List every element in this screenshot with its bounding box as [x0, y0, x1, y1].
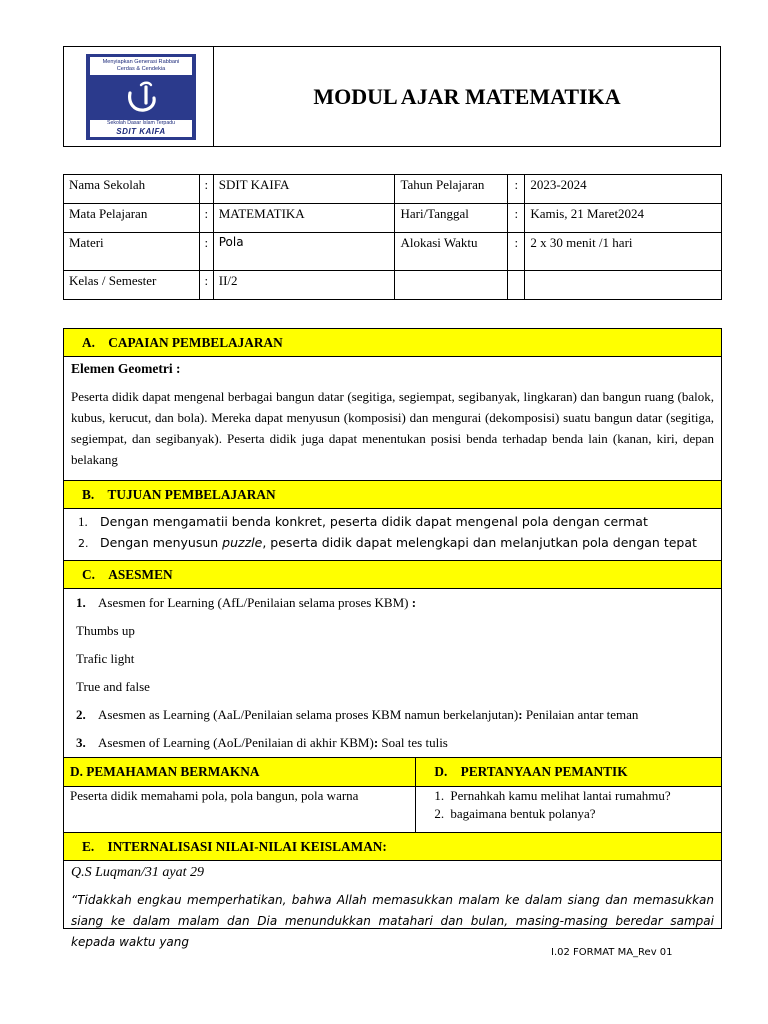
meaningful-understanding-header: D. PEMAHAMAN BERMAKNA	[64, 758, 416, 787]
info-value: SDIT KAIFA	[213, 175, 395, 204]
trigger-question	[434, 787, 715, 805]
quran-quote: “Tidakkah engkau memperhatikan, bahwa Allah memasukkan malam ke dalam siang dan memasukkan siang ke dalam malam dan Dia menundukkan matahari dan bulan, masing-masing beredar sampai kepada waktu yang	[71, 893, 714, 949]
module-content-table	[63, 328, 722, 949]
assessment-item-1	[76, 589, 714, 617]
question-number: 1.	[434, 788, 445, 803]
assessment-sub-item: Thumbs up	[76, 623, 135, 638]
info-value: Kamis, 21 Maret2024	[525, 204, 722, 233]
info-row	[64, 175, 722, 204]
assessment-sub-item: True and false	[76, 679, 150, 694]
info-empty	[395, 271, 508, 300]
question-number: 2.	[434, 806, 445, 821]
info-label: Nama Sekolah	[64, 175, 200, 204]
info-value: II/2	[213, 271, 395, 300]
objective-text: Dengan mengamatii benda konkret, peserta didik dapat mengenal pola dengan cermat	[100, 514, 648, 529]
assessment-item-3	[76, 729, 714, 757]
trigger-question	[434, 805, 715, 823]
info-colon: :	[199, 233, 213, 271]
section-c-header	[64, 561, 722, 589]
section-b-title: TUJUAN PEMBELAJARAN	[107, 486, 276, 502]
info-colon: :	[508, 204, 525, 233]
section-c-title: ASESMEN	[108, 566, 173, 582]
objective-number: 2.	[78, 537, 89, 550]
objective-item	[78, 532, 714, 554]
document-header	[63, 46, 721, 147]
info-empty	[525, 271, 722, 300]
info-colon: :	[508, 175, 525, 204]
logo-tagline-1: Menyiapkan Generasi Rabbani	[102, 59, 180, 65]
info-table	[63, 174, 722, 300]
assessment-number: 3.	[76, 735, 86, 750]
info-label: Mata Pelajaran	[64, 204, 200, 233]
section-c-body	[64, 589, 722, 758]
info-empty	[508, 271, 525, 300]
section-c-letter: C.	[82, 566, 95, 582]
objective-text-rest: , peserta didik dapat melengkapi dan melanjutkan pola dengan tepat	[262, 535, 697, 550]
info-label: Kelas / Semester	[64, 271, 200, 300]
logo-school-type: Sekolah Dasar Islam Terpadu	[107, 120, 175, 126]
logo-cell	[64, 47, 214, 146]
info-label: Tahun Pelajaran	[395, 175, 508, 204]
assessment-text: Asesmen as Learning (AaL/Penilaian selama proses KBM namun berkelanjutan)	[98, 707, 519, 722]
assessment-text: Asesmen for Learning (AfL/Penilaian selama proses KBM)	[98, 595, 409, 610]
section-a-title: CAPAIAN PEMBELAJARAN	[108, 334, 283, 350]
school-logo	[86, 54, 196, 140]
assessment-value: Soal tes tulis	[378, 735, 448, 750]
info-row	[64, 271, 722, 300]
info-value: MATEMATIKA	[213, 204, 395, 233]
meaningful-understanding-text: Peserta didik memahami pola, pola bangun, pola warna	[64, 787, 416, 833]
objective-emphasis: puzzle	[222, 535, 263, 550]
assessment-item-2	[76, 701, 714, 729]
trigger-questions-header: PERTANYAAN PEMANTIK	[460, 764, 628, 779]
section-e-letter: E.	[82, 838, 95, 854]
info-label: Hari/Tanggal	[395, 204, 508, 233]
question-text: Pernahkah kamu melihat lantai rumahmu?	[450, 788, 671, 803]
section-b-body	[64, 509, 722, 561]
format-code: I.02 FORMAT MA_Rev 01	[551, 947, 673, 958]
assessment-colon: :	[373, 735, 379, 750]
section-e-title: INTERNALISASI NILAI-NILAI KEISLAMAN:	[107, 838, 387, 854]
section-d-body	[64, 787, 722, 833]
info-colon: :	[199, 271, 213, 300]
info-row	[64, 233, 722, 271]
logo-tagline-2: Cerdas & Cendekia	[116, 66, 166, 72]
info-label: Materi	[64, 233, 200, 271]
section-b-header	[64, 481, 722, 509]
assessment-sub-item: Trafic light	[76, 651, 135, 666]
info-colon: :	[199, 204, 213, 233]
quran-reference: Q.S Luqman/31 ayat 29	[71, 865, 204, 880]
section-a-element: Elemen Geometri :	[71, 361, 181, 376]
logo-school-name: SDIT KAIFA	[116, 127, 166, 136]
objective-number: 1.	[78, 514, 88, 529]
section-b-letter: B.	[82, 486, 95, 502]
section-d-header	[64, 758, 722, 787]
info-colon: :	[508, 233, 525, 271]
section-e-header	[64, 833, 722, 861]
section-a-header	[64, 329, 722, 357]
info-label: Alokasi Waktu	[395, 233, 508, 271]
info-value: 2 x 30 menit /1 hari	[525, 233, 722, 271]
assessment-number: 2.	[76, 707, 86, 722]
info-value: 2023-2024	[525, 175, 722, 204]
assessment-colon: :	[408, 595, 417, 610]
logo-tagline	[90, 57, 192, 75]
objective-text: Dengan menyusun	[100, 535, 223, 550]
info-row	[64, 204, 722, 233]
section-a-paragraph: Peserta didik dapat mengenal berbagai bangun datar (segitiga, segiempat, segibanyak, lingkaran) dan bangun ruang (balok, kubus, kerucut, dan bola). Mereka dapat menyusun (komposisi) dan mengurai (dekomposisi) suatu bangun datar (segitiga, segiempat, dan segibanyak). Peserta didik juga dapat menentukan posisi benda terhadap benda lain (kanan, kiri, depan belakang	[71, 389, 714, 467]
section-e-body	[64, 861, 722, 929]
logo-school-block	[90, 120, 192, 137]
arabic-emblem-icon	[124, 79, 160, 117]
section-a-body	[64, 357, 722, 481]
info-colon: :	[199, 175, 213, 204]
assessment-value: Penilaian antar teman	[522, 707, 639, 722]
assessment-number: 1.	[76, 595, 86, 610]
section-a-letter: A.	[82, 334, 95, 350]
objective-item	[78, 511, 714, 532]
section-d-letter: D.	[434, 764, 448, 779]
info-value: Pola	[213, 233, 395, 271]
assessment-colon: :	[518, 707, 523, 722]
document-title: MODUL AJAR MATEMATIKA	[313, 83, 621, 109]
question-text: bagaimana bentuk polanya?	[450, 806, 596, 821]
assessment-text: Asesmen of Learning (AoL/Penilaian di akhir KBM)	[98, 735, 374, 750]
